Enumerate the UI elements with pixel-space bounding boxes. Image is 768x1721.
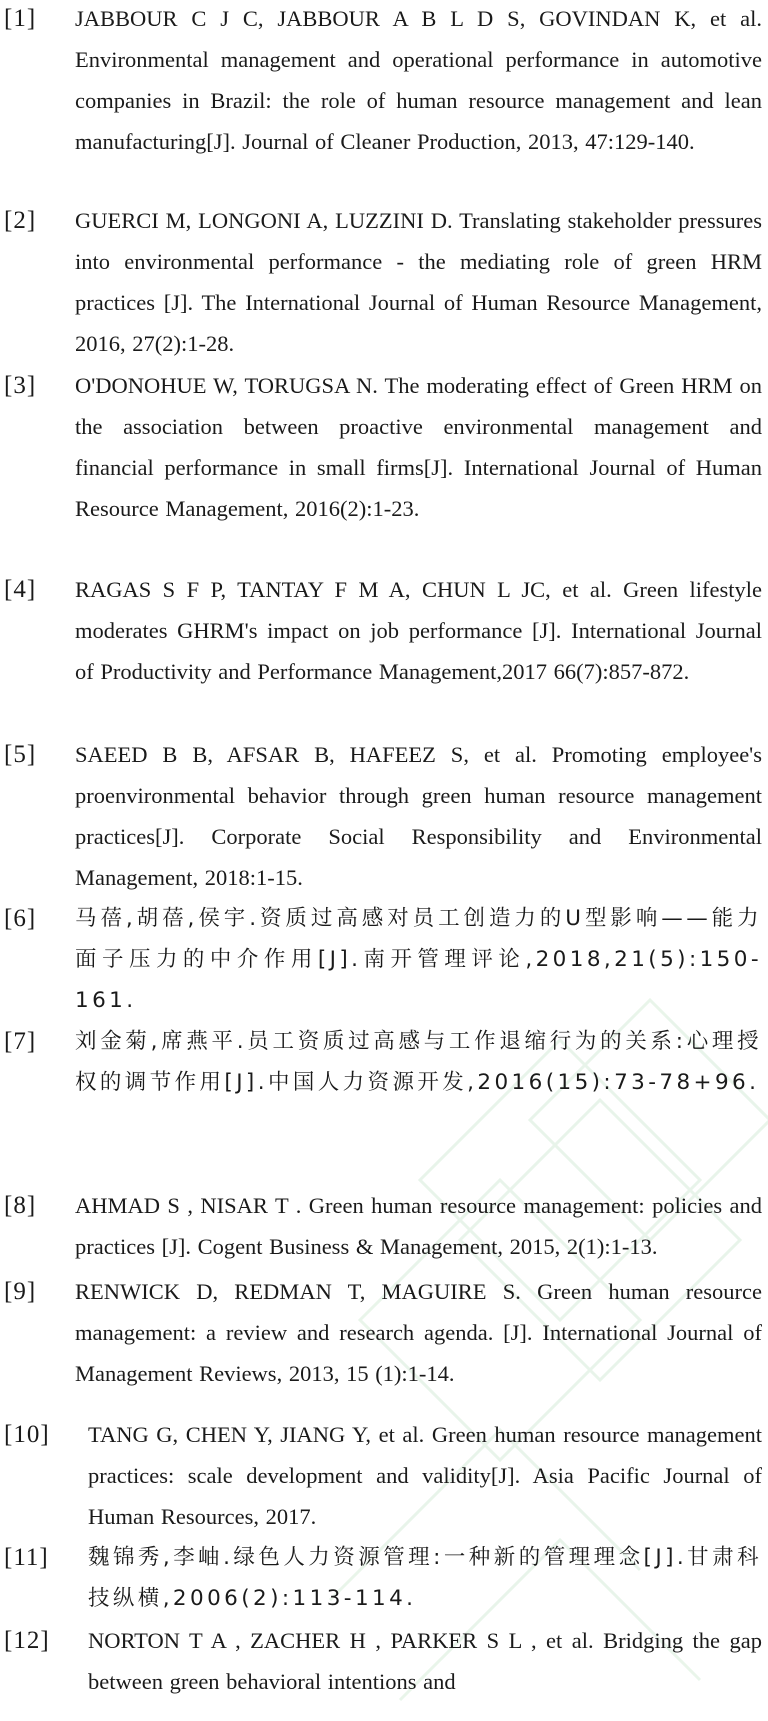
reference-text: AHMAD S , NISAR T . Green human resource management: policies and practices [J]. Cogent Business & Management, 2015, 2(1):1-13. — [75, 1193, 762, 1259]
reference-number: [3] — [4, 372, 37, 399]
reference-item — [0, 569, 768, 692]
reference-text: RENWICK D, REDMAN T, MAGUIRE S. Green human resource management: a review and research agenda. [J]. International Journal of Management Reviews, 2013, 15 (1):1-14. — [75, 1279, 762, 1386]
reference-text: SAEED B B, AFSAR B, HAFEEZ S, et al. Promoting employee's proenvironmental behavior through green human resource management practices[J]. Corporate Social Responsibility and Environmental Management, 2018:1-15. — [75, 742, 762, 890]
reference-text: RAGAS S F P, TANTAY F M A, CHUN L JC, et al. Green lifestyle moderates GHRM's impact on job performance [J]. International Journal of Productivity and Performance Management,2017 66(7):857-872. — [75, 577, 762, 684]
reference-item — [0, 1271, 768, 1394]
reference-item — [0, 1537, 768, 1619]
reference-item — [0, 1620, 768, 1702]
reference-number: [4] — [4, 576, 37, 603]
reference-number: [9] — [4, 1278, 37, 1305]
reference-number: [5] — [4, 741, 37, 768]
reference-number: [11] — [4, 1544, 49, 1571]
reference-number: [10] — [4, 1421, 50, 1448]
reference-item — [0, 734, 768, 898]
reference-item — [0, 0, 768, 162]
reference-text: 刘金菊,席燕平.员工资质过高感与工作退缩行为的关系:心理授权的调节作用[J].中国人力资源开发,2016(15):73-78+96. — [75, 1029, 762, 1095]
reference-text: 魏锦秀,李岫.绿色人力资源管理:一种新的管理理念[J].甘肃科技纵横,2006(2):113-114. — [88, 1545, 762, 1611]
reference-number: [12] — [4, 1627, 50, 1654]
reference-text: O'DONOHUE W, TORUGSA N. The moderating effect of Green HRM on the association between proactive environmental management and financial performance in small firms[J]. International Journal of Human Resource Management, 2016(2):1-23. — [75, 373, 762, 521]
reference-number: [8] — [4, 1192, 37, 1219]
reference-item — [0, 898, 768, 1021]
reference-number: [2] — [4, 207, 37, 234]
reference-text: GUERCI M, LONGONI A, LUZZINI D. Translating stakeholder pressures into environmental performance - the mediating role of green HRM practices [J]. The International Journal of Human Resource Management, 2016, 27(2):1-28. — [75, 208, 762, 356]
reference-text: JABBOUR C J C, JABBOUR A B L D S, GOVINDAN K, et al. Environmental management and operational performance in automotive companies in Brazil: the role of human resource management and lean manufacturing[J]. Journal of Cleaner Production, 2013, 47:129-140. — [75, 6, 762, 154]
reference-item — [0, 365, 768, 529]
reference-text: 马蓓,胡蓓,侯宇.资质过高感对员工创造力的U型影响——能力面子压力的中介作用[J].南开管理评论,2018,21(5):150-161. — [75, 906, 762, 1013]
reference-item — [0, 1185, 768, 1267]
reference-item — [0, 1414, 768, 1537]
reference-item — [0, 1021, 768, 1103]
reference-number: [7] — [4, 1028, 37, 1055]
reference-text: NORTON T A , ZACHER H , PARKER S L , et al. Bridging the gap between green behavioral intentions and — [88, 1628, 762, 1694]
reference-text: TANG G, CHEN Y, JIANG Y, et al. Green human resource management practices: scale development and validity[J]. Asia Pacific Journal of Human Resources, 2017. — [88, 1422, 762, 1529]
reference-number: [1] — [4, 5, 37, 32]
reference-number: [6] — [4, 905, 37, 932]
reference-item — [0, 200, 768, 364]
